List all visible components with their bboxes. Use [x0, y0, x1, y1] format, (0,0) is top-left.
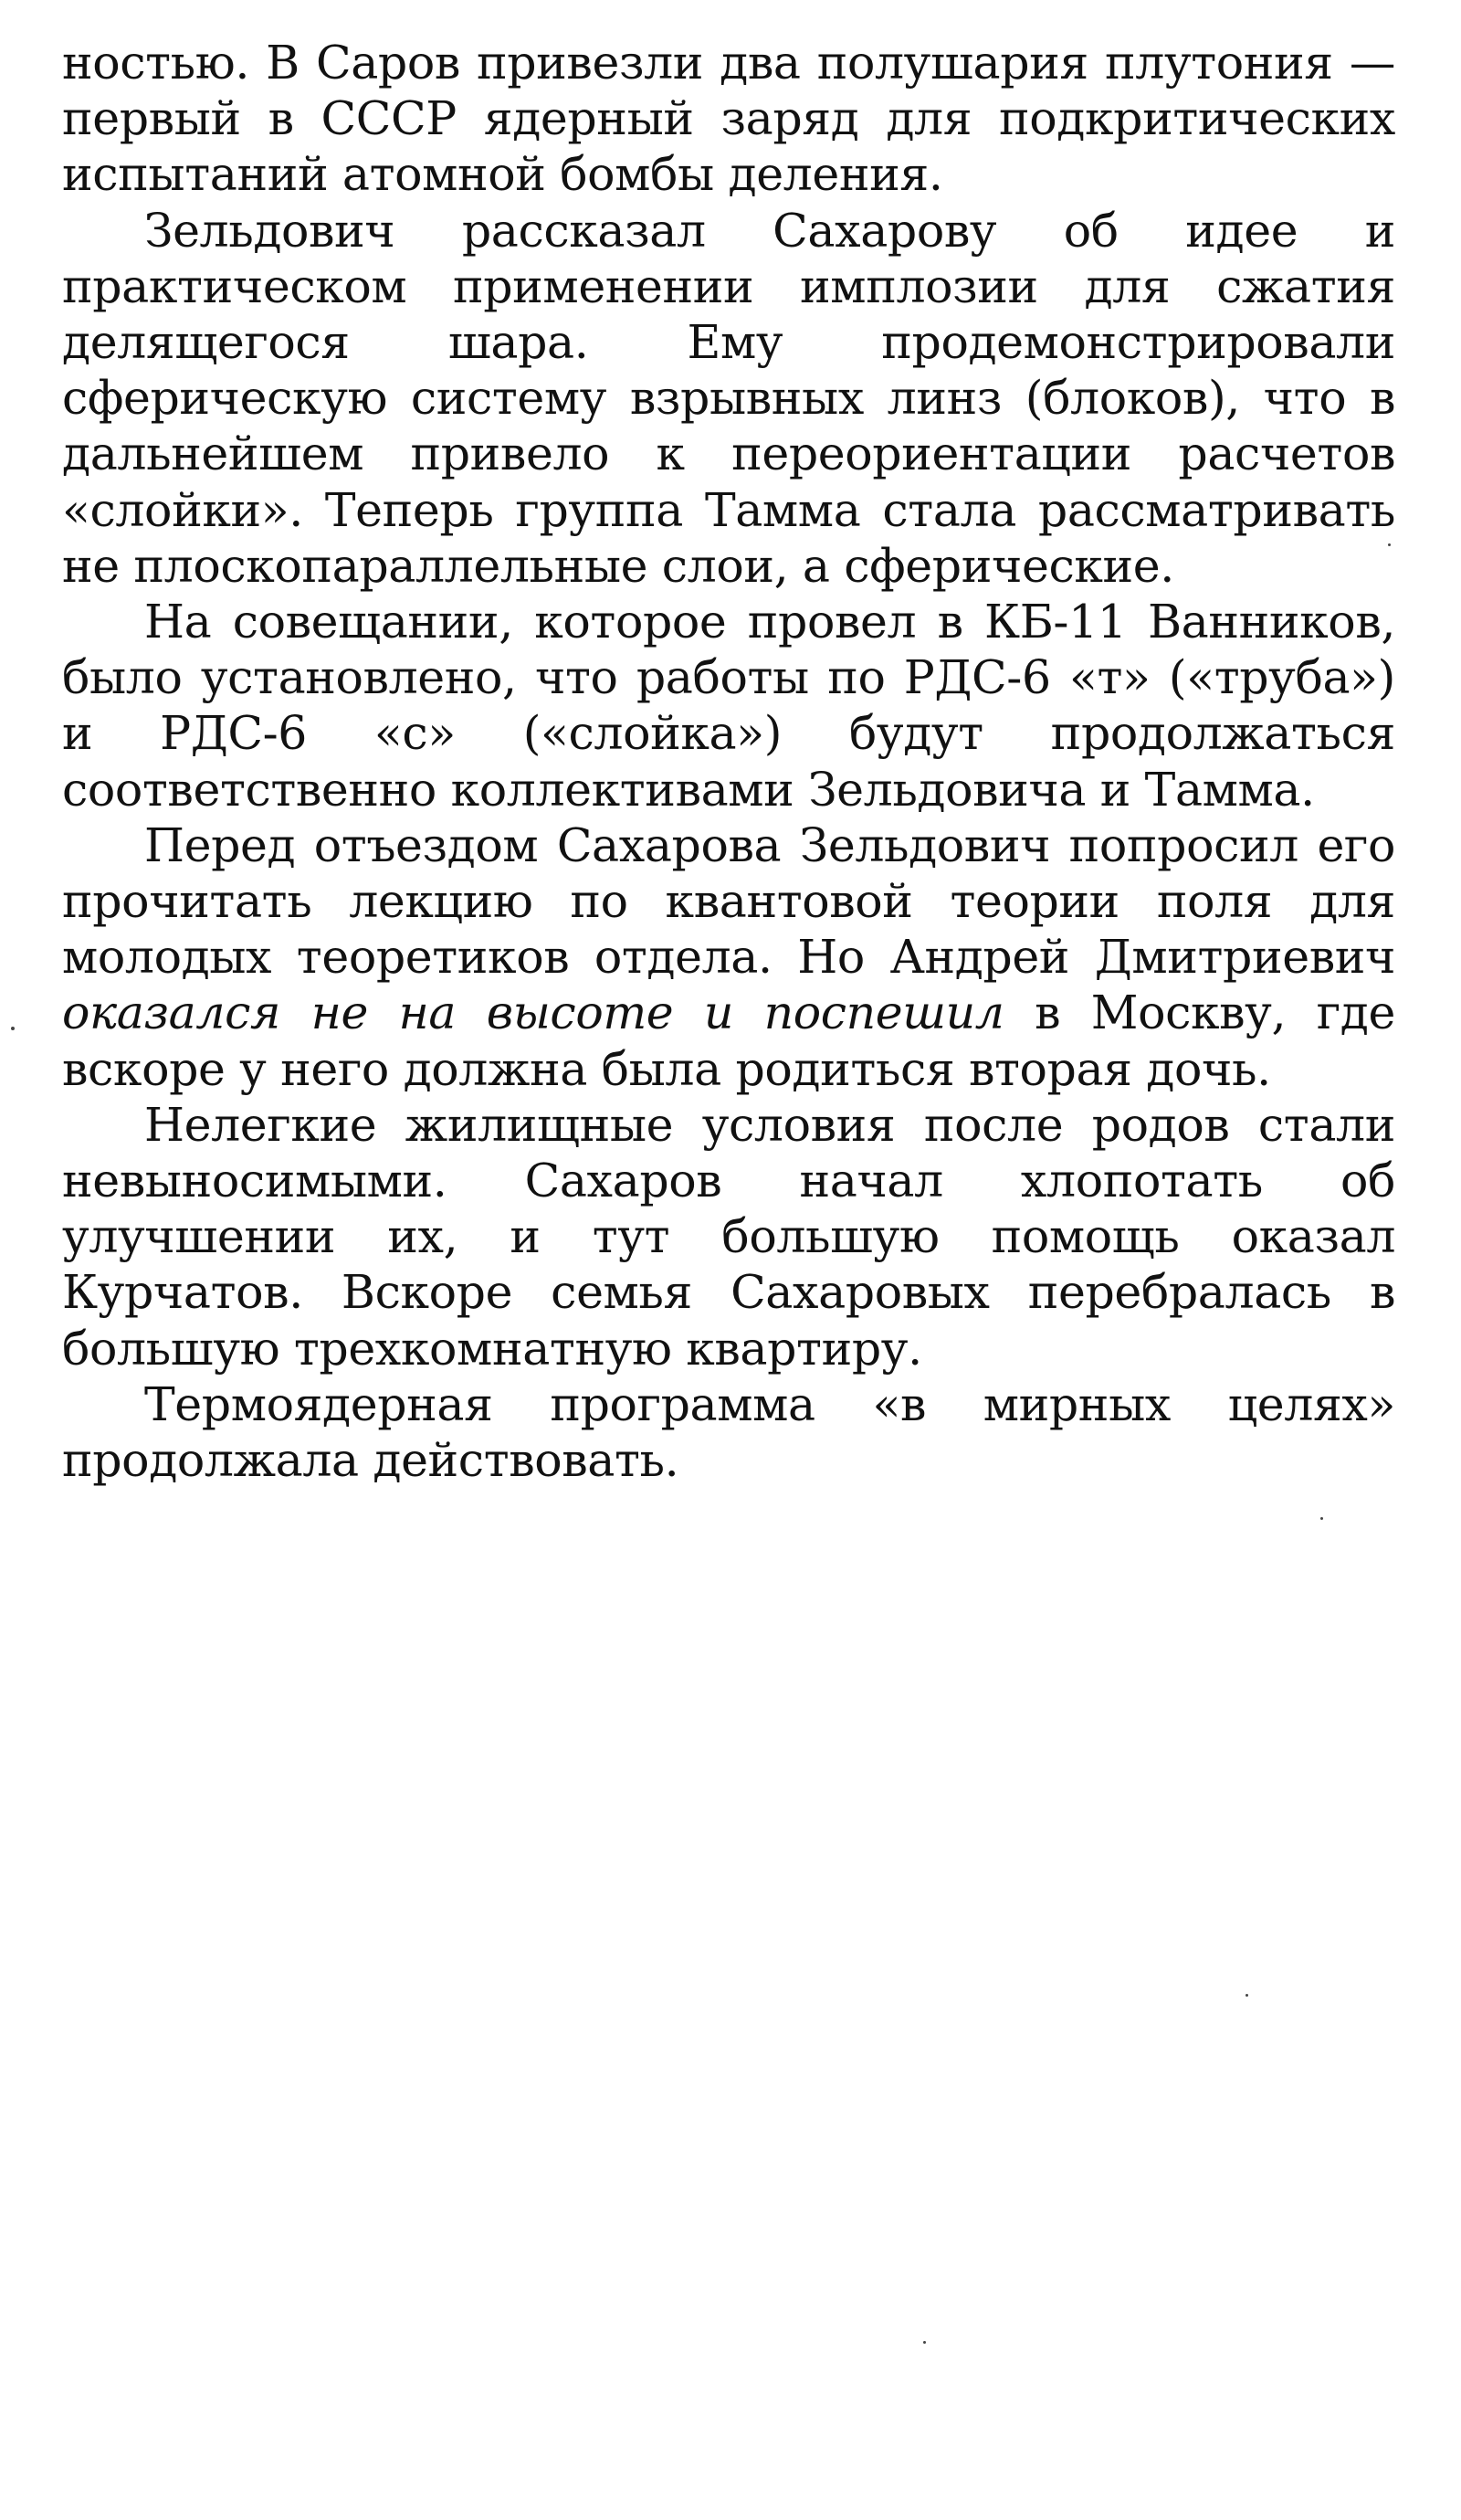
- paragraph-1: ностью. В Саров привезли два полушария плутония — первый в СССР ядерный заряд для подкритических испытаний атомной бомбы деления.: [62, 36, 1395, 202]
- paragraph-6: Термоядерная программа «в мирных целях» продолжала действовать.: [62, 1376, 1395, 1488]
- scan-speck: [923, 2341, 926, 2344]
- paragraph-4: [62, 817, 1395, 1097]
- paragraph-3: На совещании, которое провел в КБ-11 Ванников, было установлено, что работы по РДС-6 «т» («труба») и РДС-6 «с» («слойка») будут продолжаться соответственно коллективами Зельдовича и Тамма.: [62, 595, 1395, 817]
- paragraph-4-italic-phrase: оказался не на высоте и поспешил: [62, 986, 1004, 1040]
- body-text: [62, 35, 1395, 1488]
- scan-speck: [1320, 1517, 1323, 1520]
- paragraph-4-text-end: в Москву, где вскоре у него должна была родиться вторая дочь.: [62, 986, 1395, 1096]
- paragraph-2: Зельдович рассказал Сахарову об идее и практическом применении имплозии для сжатия делящегося шара. Ему продемонстрировали сферическую систему взрывных линз (блоков), что в дальнейшем привело к переориентации расчетов «слойки». Теперь группа Тамма стала рассматривать не плоскопараллельные слои, а сферические.: [62, 203, 1395, 593]
- paragraph-5: Нелегкие жилищные условия после родов стали невыносимыми. Сахаров начал хлопотать об улучшении их, и тут большую помощь оказал Курчатов. Вскоре семья Сахаровых перебралась в большую трехкомнатную квартиру.: [62, 1097, 1395, 1376]
- scan-speck: [1246, 1994, 1248, 1997]
- paragraph-4-text-start: Перед отъездом Сахарова Зельдович попросил его прочитать лекцию по квантовой теории поля для молодых теоретиков отдела. Но Андрей Дмитриевич: [62, 817, 1395, 985]
- scan-speck: [11, 1027, 15, 1030]
- scan-speck: [1388, 543, 1391, 546]
